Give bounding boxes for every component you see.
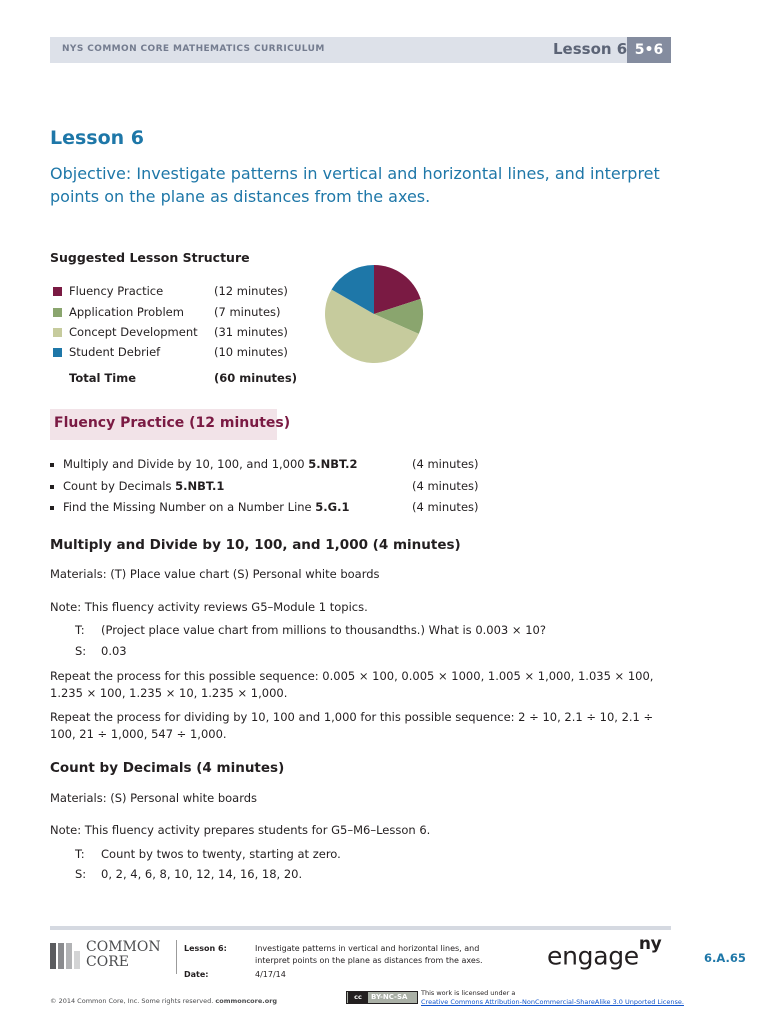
note-text: Note: This fluency activity reviews G5–Module 1 topics. — [50, 600, 368, 614]
legend-swatch — [53, 328, 62, 337]
logo-line: CORE — [86, 954, 129, 970]
common-core-logo-icon — [50, 943, 82, 969]
footer-date: 4/17/14 — [255, 970, 286, 979]
bullet-icon — [50, 463, 54, 467]
module-badge: 5•6 — [627, 37, 671, 63]
objective-text: Objective: Investigate patterns in vertical and horizontal lines, and interpret points on the plane as distances from the axes. — [50, 164, 660, 206]
speaker: T: — [75, 623, 85, 637]
bullet-text: Multiply and Divide by 10, 100, and 1,000 — [63, 457, 309, 471]
structure-item-name: Concept Development — [69, 325, 198, 339]
note-text: Note: This fluency activity prepares students for G5–M6–Lesson 6. — [50, 823, 431, 837]
footer-lesson-desc: Investigate patterns in vertical and horizontal lines, and — [255, 944, 480, 953]
materials-text: Materials: (T) Place value chart (S) Personal white boards — [50, 567, 380, 581]
structure-item-name: Student Debrief — [69, 345, 161, 359]
speaker: S: — [75, 867, 87, 881]
bullet-time: (4 minutes) — [412, 457, 479, 471]
structure-item-time: (31 minutes) — [214, 325, 288, 339]
header-lesson-label: Lesson 6 — [553, 40, 628, 58]
legend-swatch — [53, 348, 62, 357]
footer-divider — [176, 940, 177, 974]
footer-date-label: Date: — [184, 970, 209, 979]
total-label: Total Time — [69, 371, 136, 385]
speech: 0, 2, 4, 6, 8, 10, 12, 14, 16, 18, 20. — [101, 867, 303, 881]
license-text: This work is licensed under a — [421, 989, 516, 997]
engageny-logo — [547, 934, 662, 971]
footer-lesson-desc: interpret points on the plane as distances from the axes. — [255, 956, 483, 965]
legend-swatch — [53, 308, 62, 317]
materials-text: Materials: (S) Personal white boards — [50, 791, 258, 805]
lesson-title: Lesson 6 — [50, 127, 145, 149]
logo-line: COMMON — [86, 939, 161, 955]
bullet-text: Count by Decimals — [63, 479, 176, 493]
speaker: S: — [75, 644, 87, 658]
copyright-notice — [50, 997, 277, 1005]
legend-swatch — [53, 287, 62, 296]
structure-title: Suggested Lesson Structure — [50, 250, 250, 265]
lesson-structure-pie-chart — [324, 264, 424, 364]
speech: Count by twos to twenty, starting at zero. — [101, 847, 341, 861]
brand-text: engage — [547, 941, 639, 971]
cc-badge-text: BY-NC-SA — [371, 993, 408, 1001]
bullet-time: (4 minutes) — [412, 500, 479, 514]
section-heading: Multiply and Divide by 10, 100, and 1,000 (4 minutes) — [50, 537, 461, 553]
license-notice — [421, 989, 684, 1007]
repeat-text: Repeat the process for this possible sequence: 0.005 × 100, 0.005 × 1000, 1.005 × 1,000, 1.035 × 100, 1.235 × 100, 1.235 × 10, 1.235 × 1,000. — [50, 669, 654, 700]
total-time: (60 minutes) — [214, 371, 297, 385]
cc-license-badge[interactable] — [346, 991, 418, 1004]
bullet-standard: 5.NBT.2 — [308, 457, 358, 471]
structure-item-name: Application Problem — [69, 305, 184, 319]
structure-item-time: (10 minutes) — [214, 345, 288, 359]
bullet-text: Find the Missing Number on a Number Line — [63, 500, 316, 514]
fluency-heading: Fluency Practice (12 minutes) — [54, 415, 291, 431]
bullet-icon — [50, 506, 54, 510]
speech: 0.03 — [101, 644, 127, 658]
footer-rule — [50, 926, 671, 930]
section-heading: Count by Decimals (4 minutes) — [50, 760, 285, 776]
bullet-time: (4 minutes) — [412, 479, 479, 493]
speaker: T: — [75, 847, 85, 861]
copyright-text: © 2014 Common Core, Inc. Some rights reserved. — [50, 997, 214, 1005]
repeat-text: Repeat the process for dividing by 10, 100 and 1,000 for this possible sequence: 2 ÷ 10, 2.1 ÷ 10, 2.1 ÷ 100, 21 ÷ 1,000, 547 ÷ 1,000. — [50, 710, 654, 741]
brand-sup: ny — [638, 934, 662, 954]
curriculum-label: NYS COMMON CORE MATHEMATICS CURRICULUM — [62, 44, 325, 54]
common-core-wordmark — [86, 940, 161, 970]
bullet-standard: 5.G.1 — [315, 500, 350, 514]
speech: (Project place value chart from millions to thousandths.) What is 0.003 × 10? — [101, 623, 546, 637]
footer-lesson-label: Lesson 6: — [184, 944, 227, 953]
page-number: 6.A.65 — [704, 951, 746, 965]
license-link[interactable]: Creative Commons Attribution-NonCommercial-ShareAlike 3.0 Unported License. — [421, 998, 684, 1006]
bullet-icon — [50, 485, 54, 489]
copyright-site[interactable]: commoncore.org — [215, 997, 278, 1005]
structure-item-time: (12 minutes) — [214, 284, 288, 298]
structure-item-name: Fluency Practice — [69, 284, 164, 298]
structure-item-time: (7 minutes) — [214, 305, 281, 319]
bullet-standard: 5.NBT.1 — [175, 479, 225, 493]
cc-icon: cc — [348, 992, 368, 1003]
